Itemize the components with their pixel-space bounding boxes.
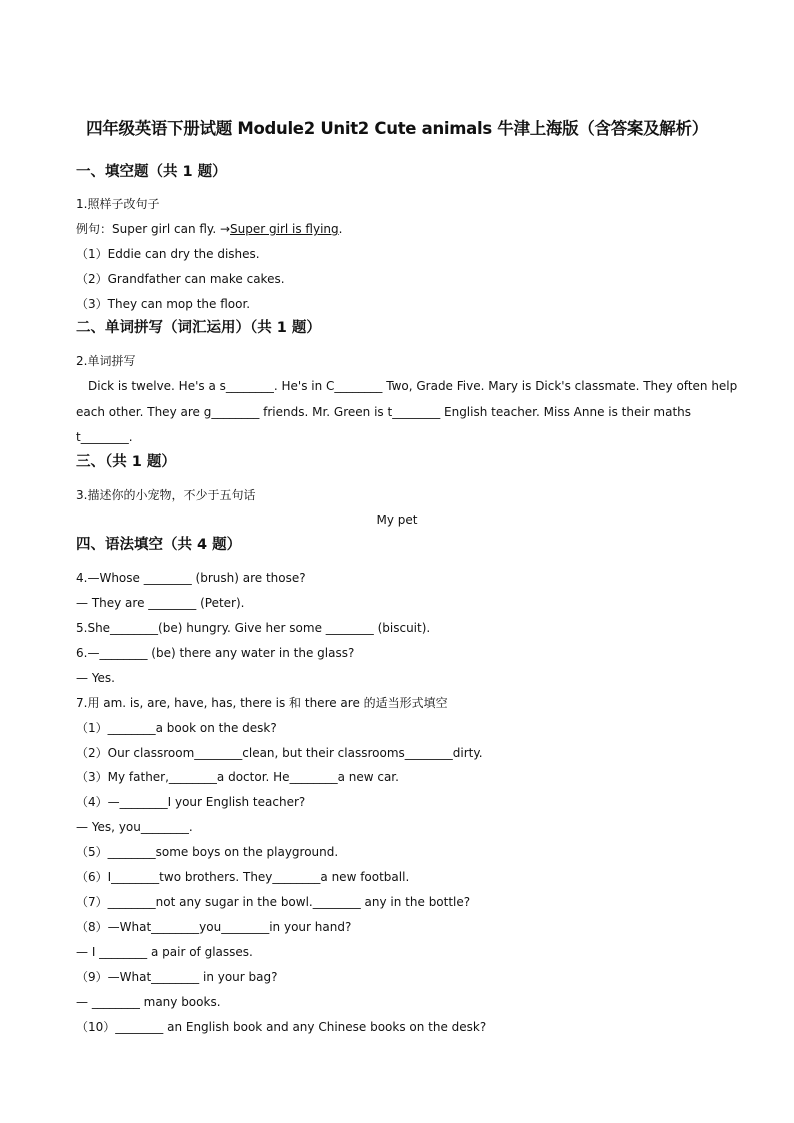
question-1-item: （1）Eddie can dry the dishes. bbox=[76, 247, 260, 261]
question-2-heading: 2.单词拼写 bbox=[76, 354, 136, 368]
question-1-item: （2）Grandfather can make cakes. bbox=[76, 272, 285, 286]
question-2-passage-line: each other. They are g________ friends. Mr. Green is t________ English teacher. Miss Anne is their maths bbox=[76, 405, 692, 419]
example-prefix: 例句：Super girl can fly. → bbox=[76, 222, 231, 236]
question-2-passage-line: t________. bbox=[76, 430, 133, 444]
question-3-center-title: My pet bbox=[376, 513, 418, 527]
grammar-line: （9）—What________ in your bag? bbox=[76, 970, 278, 984]
grammar-line: （2）Our classroom________clean, but their classrooms________dirty. bbox=[76, 746, 483, 760]
grammar-line: （5）________some boys on the playground. bbox=[76, 845, 339, 859]
grammar-line: （4）—________I your English teacher? bbox=[76, 795, 306, 809]
grammar-line: （1）________a book on the desk? bbox=[76, 721, 277, 735]
grammar-line: 5.She________(be) hungry. Give her some ________ (biscuit). bbox=[76, 621, 431, 635]
section-heading-fill-blank: 一、填空题（共 1 题） bbox=[76, 164, 227, 180]
grammar-line: （6）I________two brothers. They________a new football. bbox=[76, 870, 410, 884]
section-heading-grammar: 四、语法填空（共 4 题） bbox=[76, 537, 242, 553]
page-title: 四年级英语下册试题 Module2 Unit2 Cute animals 牛津上海版（含答案及解析） bbox=[86, 119, 708, 138]
question-1-example bbox=[76, 221, 342, 237]
example-end: . bbox=[338, 222, 343, 236]
grammar-line: — I ________ a pair of glasses. bbox=[76, 945, 253, 959]
section-heading-three: 三、（共 1 题） bbox=[76, 454, 176, 470]
grammar-line: （8）—What________you________in your hand? bbox=[76, 920, 352, 934]
grammar-line: （10）________ an English book and any Chinese books on the desk? bbox=[76, 1020, 487, 1034]
grammar-line: 4.—Whose ________ (brush) are those? bbox=[76, 571, 306, 585]
grammar-line: （3）My father,________a doctor. He________a new car. bbox=[76, 770, 399, 784]
grammar-line: 7.用 am. is, are, have, has, there is 和 there are 的适当形式填空 bbox=[76, 696, 448, 710]
example-answer: Super girl is flying bbox=[230, 222, 339, 236]
question-2-passage-line: Dick is twelve. He's a s________. He's in C________ Two, Grade Five. Mary is Dick's classmate. They often help bbox=[88, 379, 738, 393]
question-1-item: （3）They can mop the floor. bbox=[76, 297, 251, 311]
grammar-line: — They are ________ (Peter). bbox=[76, 596, 245, 610]
grammar-line: — ________ many books. bbox=[76, 995, 221, 1009]
grammar-line: — Yes. bbox=[76, 671, 115, 685]
section-heading-spelling: 二、单词拼写（词汇运用）（共 1 题） bbox=[76, 320, 321, 336]
question-3-heading: 3.描述你的小宠物，不少于五句话 bbox=[76, 488, 256, 502]
grammar-line: （7）________not any sugar in the bowl.________ any in the bottle? bbox=[76, 895, 471, 909]
grammar-line: — Yes, you________. bbox=[76, 820, 193, 834]
grammar-line: 6.—________ (be) there any water in the glass? bbox=[76, 646, 355, 660]
question-1-heading: 1.照样子改句子 bbox=[76, 197, 160, 211]
